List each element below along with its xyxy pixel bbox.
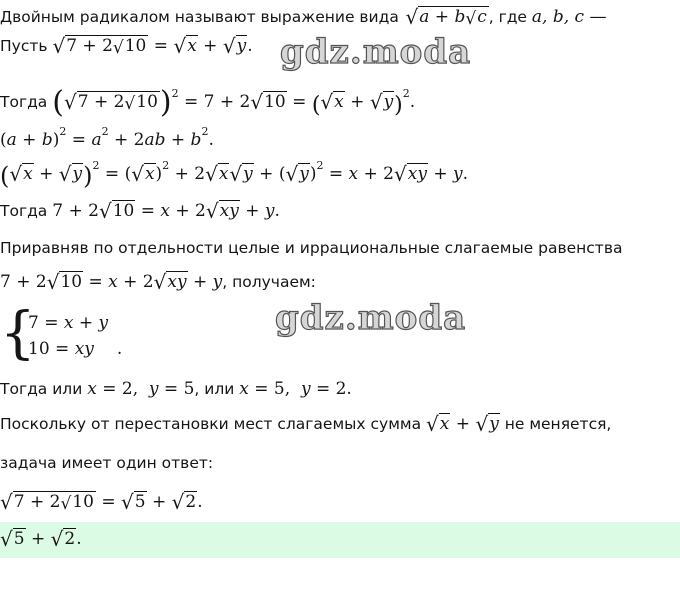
- formula: √a + b√c: [405, 5, 487, 29]
- result-line: [0, 490, 203, 516]
- formula: √7 + 2√10 = √x + √y.: [52, 34, 253, 58]
- watermark: gdz.moda: [280, 32, 472, 72]
- formula: √7 + 2√10 = √5 + √2.: [0, 490, 203, 514]
- formula: $(√x + √y)^2 = (√x)^2 + 2√x√y + (√y)^2 = x + 2√xy + y$.: [0, 159, 469, 190]
- system-equation-1: 7 = x + y: [28, 313, 109, 333]
- solutions-line: Тогда или x = 2, y = 5, или x = 5, y = 2.: [0, 379, 352, 399]
- formula-line: [0, 154, 468, 188]
- watermark: gdz.moda: [275, 298, 467, 338]
- text-line: задача имеет один ответ:: [0, 454, 214, 472]
- assumption-line: Пусть √7 + 2√10 = √x + √y.: [0, 34, 253, 58]
- answer-box: [0, 522, 680, 558]
- formula: 7 + 2√10 = x + 2√xy + y: [0, 270, 223, 294]
- equation-line: 7 + 2√10 = x + 2√xy + y, получаем:: [0, 270, 316, 294]
- answer: √5 + √2.: [0, 527, 82, 551]
- system-brace: {: [0, 301, 36, 366]
- formula: $(a + b)^2 = a^2 + 2ab + b^2$.: [0, 125, 214, 150]
- then-line: Тогда $(√7 + 2√10)^2 = 7 + 2√10 = (√x + √y)^2$.: [0, 85, 416, 120]
- formula: 7 + 2√10 = x + 2√xy + y.: [52, 199, 280, 223]
- formula-line: [0, 120, 214, 152]
- text-line: Приравняв по отдельности целые и иррациональные слагаемые равенства: [0, 239, 623, 257]
- text-line: Поскольку от перестановки мест слагаемых сумма √x + √y не меняется,: [0, 412, 612, 436]
- system-equation-2: 10 = xy .: [28, 339, 123, 359]
- definition-line: Двойным радикалом называют выражение вида √a + b√c , где a, b, c —: [0, 5, 607, 29]
- formula: $(√7 + 2√10)^2 = 7 + 2√10 = (√x + √y)^2$.: [52, 85, 416, 120]
- then-line: Тогда 7 + 2√10 = x + 2√xy + y.: [0, 199, 280, 223]
